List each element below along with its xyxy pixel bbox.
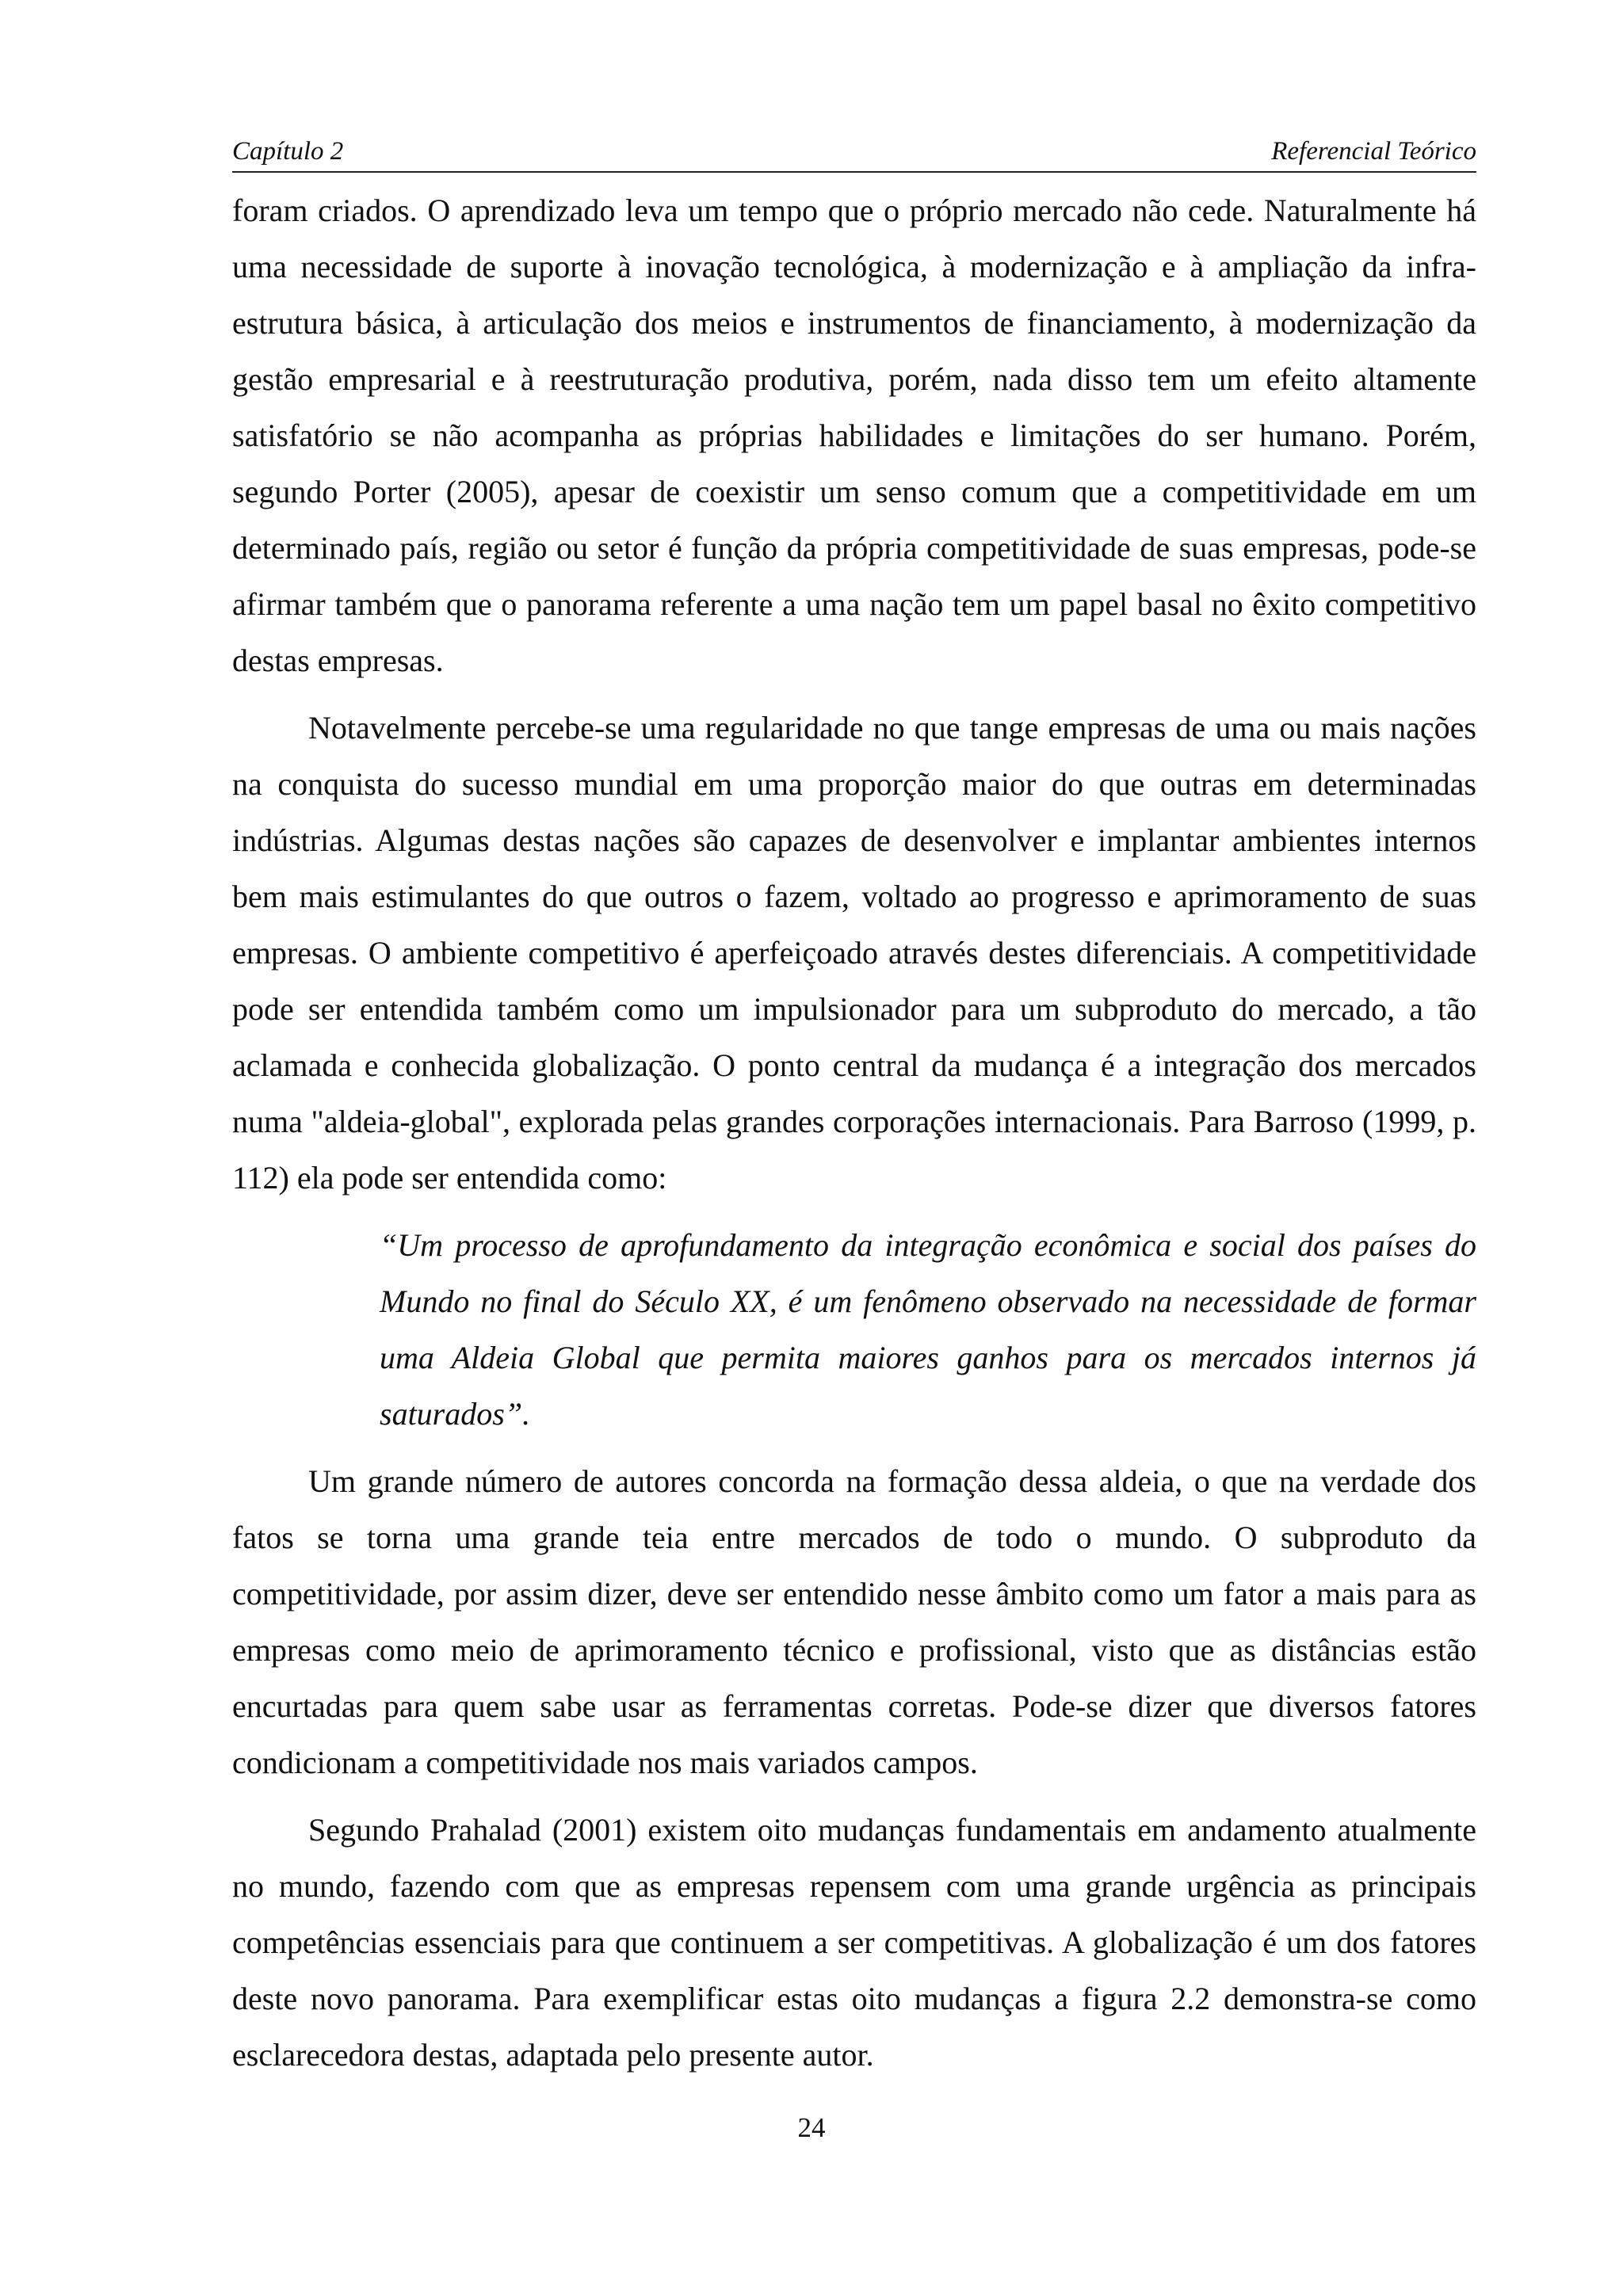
- paragraph-continuation: foram criados. O aprendizado leva um tempo que o próprio mercado não cede. Naturalmente há uma necessidade de suporte à inovação tecnológica, à modernização e à ampliação da infra-estrutura básica, à articulação dos meios e instrumentos de financiamento, à modernização da gestão empresarial e à reestruturação produtiva, porém, nada disso tem um efeito altamente satisfatório se não acompanha as próprias habilidades e limitações do ser humano. Porém, segundo Porter (2005), apesar de coexistir um senso comum que a competitividade em um determinado país, região ou setor é função da própria competitividade de suas empresas, pode-se afirmar também que o panorama referente a uma nação tem um papel basal no êxito competitivo destas empresas.: [232, 193, 1476, 678]
- section-label: Referencial Teórico: [1271, 137, 1476, 166]
- body-text: [232, 182, 1476, 2083]
- paragraph: Segundo Prahalad (2001) existem oito mudanças fundamentais em andamento atualmente no mundo, fazendo com que as empresas repensem com uma grande urgência as principais competências essenciais para que continuem a ser competitivas. A globalização é um dos fatores deste novo panorama. Para exemplificar estas oito mudanças a figura 2.2 demonstra-se como esclarecedora destas, adaptada pelo presente autor.: [232, 1812, 1476, 2073]
- running-header: [232, 127, 1476, 173]
- page-number: 24: [797, 2112, 826, 2143]
- block-quote: “Um processo de aprofundamento da integração econômica e social dos países do Mundo no final do Século XX, é um fenômeno observado na necessidade de formar uma Aldeia Global que permita maiores ganhos para os mercados internos já saturados”.: [380, 1227, 1476, 1432]
- paragraph: Notavelmente percebe-se uma regularidade no que tange empresas de uma ou mais nações na conquista do sucesso mundial em uma proporção maior do que outras em determinadas indústrias. Algumas destas nações são capazes de desenvolver e implantar ambientes internos bem mais estimulantes do que outros o fazem, voltado ao progresso e aprimoramento de suas empresas. O ambiente competitivo é aperfeiçoado através destes diferenciais. A competitividade pode ser entendida também como um impulsionador para um subproduto do mercado, a tão aclamada e conhecida globalização. O ponto central da mudança é a integração dos mercados numa "aldeia-global", explorada pelas grandes corporações internacionais. Para Barroso (1999, p. 112) ela pode ser entendida como:: [232, 710, 1476, 1196]
- chapter-label: Capítulo 2: [232, 137, 344, 166]
- paragraph: Um grande número de autores concorda na formação dessa aldeia, o que na verdade dos fatos se torna uma grande teia entre mercados de todo o mundo. O subproduto da competitividade, por assim dizer, deve ser entendido nesse âmbito como um fator a mais para as empresas como meio de aprimoramento técnico e profissional, visto que as distâncias estão encurtadas para quem sabe usar as ferramentas corretas. Pode-se dizer que diversos fatores condicionam a competitividade nos mais variados campos.: [232, 1463, 1476, 1780]
